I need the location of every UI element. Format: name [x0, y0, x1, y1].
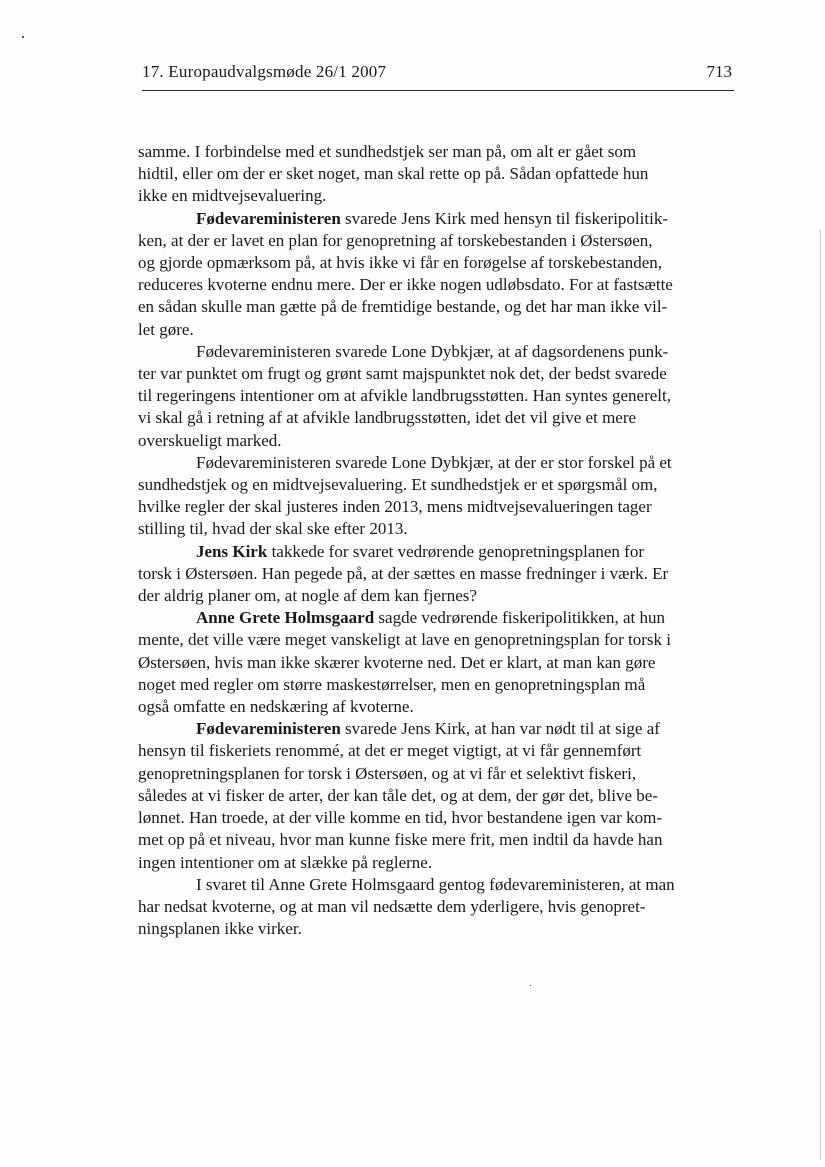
text-line: hensyn til fiskeriets renommé, at det er meget vigtigt, at vi får gennemført [138, 741, 642, 761]
text-line: har nedsat kvoterne, og at man vil nedsætte dem yderligere, hvis genopret- [138, 896, 646, 916]
text-line: Østersøen, hvis man ikke skærer kvoterne ned. Det er klart, at man kan gøre [138, 652, 656, 672]
speaker-name: Fødevareministeren [196, 208, 341, 228]
text-line: torsk i Østersøen. Han pegede på, at der sættes en masse fredninger i værk. Er [138, 563, 669, 583]
scan-speck [22, 36, 24, 38]
speaker-name: Jens Kirk [196, 541, 268, 561]
text-line: ken, at der er lavet en plan for genopretning af torskebestanden i Østersøen, [138, 230, 653, 250]
text-line: til regeringens intentioner om at afvikle landbrugsstøtten. Han syntes generelt, [138, 386, 671, 406]
text-line: I svaret til Anne Grete Holmsgaard gentog fødevareministeren, at man [196, 874, 675, 894]
text-line: sagde vedrørende fiskeripolitikken, at hun [374, 608, 665, 628]
paragraph [138, 541, 734, 608]
text-line: sundhedstjek og en midtvejsevaluering. Et sundhedstjek er et spørgsmål om, [138, 475, 658, 495]
text-line: også omfatte en nedskæring af kvoterne. [138, 697, 414, 717]
text-line: mente, det ville være meget vanskeligt at lave en genopretningsplan for torsk i [138, 630, 671, 650]
text-line: samme. I forbindelse med et sundhedstjek ser man på, om alt er gået som [138, 142, 637, 161]
paragraph [138, 874, 734, 941]
text-line: vi skal gå i retning af at afvikle landbrugsstøtten, idet det vil give et mere [138, 408, 637, 428]
text-line: reduceres kvoterne endnu mere. Der er ikke nogen udløbsdato. For at fastsætte [138, 275, 673, 295]
text-line: Fødevareministeren svarede Lone Dybkjær, at af dagsordenens punk- [196, 341, 669, 361]
text-line: noget med regler om større maskestørrelser, men en genopretningsplan må [138, 674, 646, 694]
page-header [142, 58, 732, 90]
text-line: Fødevareministeren svarede Lone Dybkjær, at der er stor forskel på et [196, 452, 672, 472]
text-line: takkede for svaret vedrørende genopretningsplanen for [267, 541, 644, 561]
text-line: genopretningsplanen for torsk i Østersøen, og at vi får et selektivt fiskeri, [138, 763, 637, 783]
text-line: en sådan skulle man gætte på de fremtidige bestande, og det har man ikke vil- [138, 297, 668, 317]
speaker-name: Anne Grete Holmsgaard [196, 608, 375, 628]
text-line: ningsplanen ikke virker. [138, 919, 302, 939]
speaker-name: Fødevareministeren [196, 719, 341, 739]
header-rule [142, 90, 734, 91]
body-text [138, 141, 734, 940]
text-line: ingen intentioner om at slække på reglerne. [138, 852, 433, 872]
scan-edge-line [820, 230, 821, 1160]
text-line: met op på et niveau, hvor man kunne fiske mere frit, men indtil da havde han [138, 830, 663, 850]
header-title: 17. Europaudvalgsmøde 26/1 2007 [142, 62, 387, 81]
text-line: der aldrig planer om, at nogle af dem kan fjernes? [138, 586, 477, 606]
text-line: let gøre. [138, 319, 194, 339]
text-line: og gjorde opmærksom på, at hvis ikke vi får en forøgelse af torskebestanden, [138, 253, 663, 273]
text-line: således at vi fisker de arter, der kan tåle det, og at dem, der gør det, blive be- [138, 785, 658, 805]
page-number: 713 [706, 62, 732, 81]
text-line: svarede Jens Kirk med hensyn til fiskeripolitik- [340, 208, 668, 228]
scan-speck [530, 985, 531, 986]
paragraph [138, 718, 734, 873]
paragraph [138, 208, 734, 341]
text-line: lønnet. Han troede, at der ville komme en tid, hvor bestandene igen var kom- [138, 808, 663, 828]
text-line: hidtil, eller om der er sket noget, man skal rette op på. Sådan opfattede hun [138, 164, 649, 184]
text-line: hvilke regler der skal justeres inden 2013, mens midtvejsevalueringen tager [138, 497, 652, 517]
paragraph [138, 141, 734, 208]
text-line: svarede Jens Kirk, at han var nødt til at sige af [340, 719, 660, 739]
paragraph [138, 607, 734, 718]
text-line: ikke en midtvejsevaluering. [138, 186, 327, 206]
text-line: overskueligt marked. [138, 430, 282, 450]
paragraph [138, 452, 734, 541]
paragraph [138, 341, 734, 452]
text-line: stilling til, hvad der skal ske efter 2013. [138, 519, 408, 539]
text-line: ter var punktet om frugt og grønt samt majspunktet nok det, der bedst svarede [138, 364, 667, 384]
